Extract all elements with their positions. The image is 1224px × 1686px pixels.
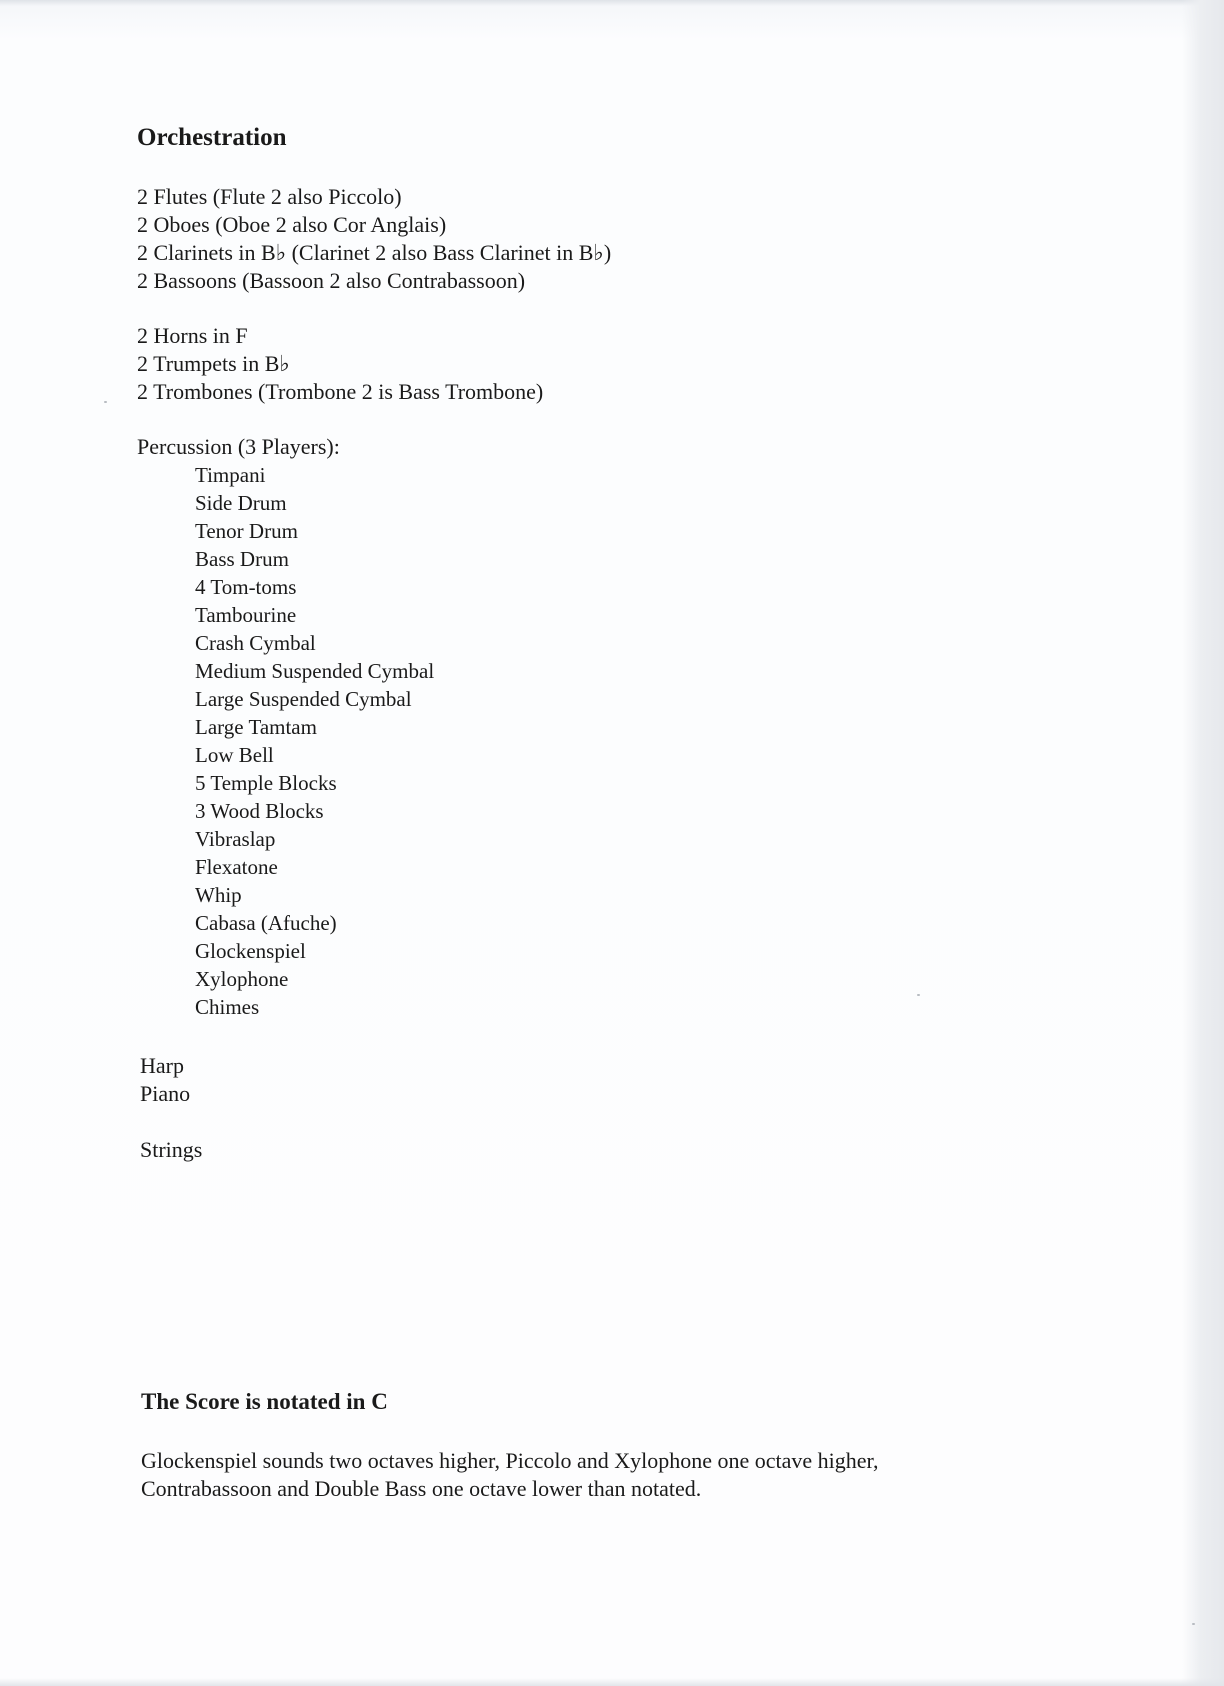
percussion-item: Bass Drum [195, 547, 289, 571]
page-top-edge [0, 0, 1224, 6]
keyboard-item: Piano [140, 1081, 191, 1106]
scan-speck [104, 401, 107, 403]
brass-list [137, 322, 543, 406]
woodwind-item: 2 Bassoons (Bassoon 2 also Contrabassoon) [137, 268, 526, 293]
brass-item: 2 Trumpets in B♭ [137, 351, 290, 376]
percussion-item: Side Drum [195, 491, 287, 515]
woodwind-item: 2 Flutes (Flute 2 also Piccolo) [137, 184, 402, 209]
percussion-item: Timpani [195, 463, 266, 487]
keyboards-list [140, 1052, 190, 1108]
score-note-line: Contrabassoon and Double Bass one octave lower than notated. [141, 1476, 702, 1501]
brass-item: 2 Trombones (Trombone 2 is Bass Trombone) [137, 379, 544, 404]
percussion-item: 4 Tom-toms [195, 575, 297, 599]
strings-label: Strings [140, 1137, 203, 1162]
percussion-item: Crash Cymbal [195, 631, 316, 655]
percussion-item: 5 Temple Blocks [195, 771, 337, 795]
percussion-item: Glockenspiel [195, 939, 306, 963]
score-note-line: Glockenspiel sounds two octaves higher, Piccolo and Xylophone one octave higher, [141, 1448, 879, 1473]
woodwind-item: 2 Oboes (Oboe 2 also Cor Anglais) [137, 212, 447, 237]
percussion-item: Large Tamtam [195, 715, 317, 739]
scan-speck [917, 994, 920, 996]
score-note [141, 1447, 879, 1503]
score-heading: The Score is notated in C [141, 1389, 388, 1414]
percussion-item: Cabasa (Afuche) [195, 911, 337, 935]
woodwind-item: 2 Clarinets in B♭ (Clarinet 2 also Bass Clarinet in B♭) [137, 240, 612, 265]
page-title: Orchestration [137, 124, 287, 151]
percussion-item: Flexatone [195, 855, 278, 879]
percussion-item: Low Bell [195, 743, 274, 767]
percussion-item: Whip [195, 883, 242, 907]
percussion-item: Tenor Drum [195, 519, 298, 543]
percussion-item: 3 Wood Blocks [195, 799, 324, 823]
percussion-item: Vibraslap [195, 827, 276, 851]
scan-speck [1192, 1623, 1195, 1625]
percussion-item: Large Suspended Cymbal [195, 687, 412, 711]
brass-item: 2 Horns in F [137, 323, 248, 348]
page-right-shadow [1182, 0, 1224, 1686]
percussion-list [195, 461, 434, 1021]
percussion-item: Chimes [195, 995, 260, 1019]
percussion-item: Xylophone [195, 967, 289, 991]
keyboard-item: Harp [140, 1053, 184, 1078]
percussion-item: Medium Suspended Cymbal [195, 659, 435, 683]
page-bottom-edge [0, 1678, 1224, 1686]
woodwinds-list [137, 183, 611, 295]
percussion-item: Tambourine [195, 603, 297, 627]
percussion-heading: Percussion (3 Players): [137, 434, 340, 459]
